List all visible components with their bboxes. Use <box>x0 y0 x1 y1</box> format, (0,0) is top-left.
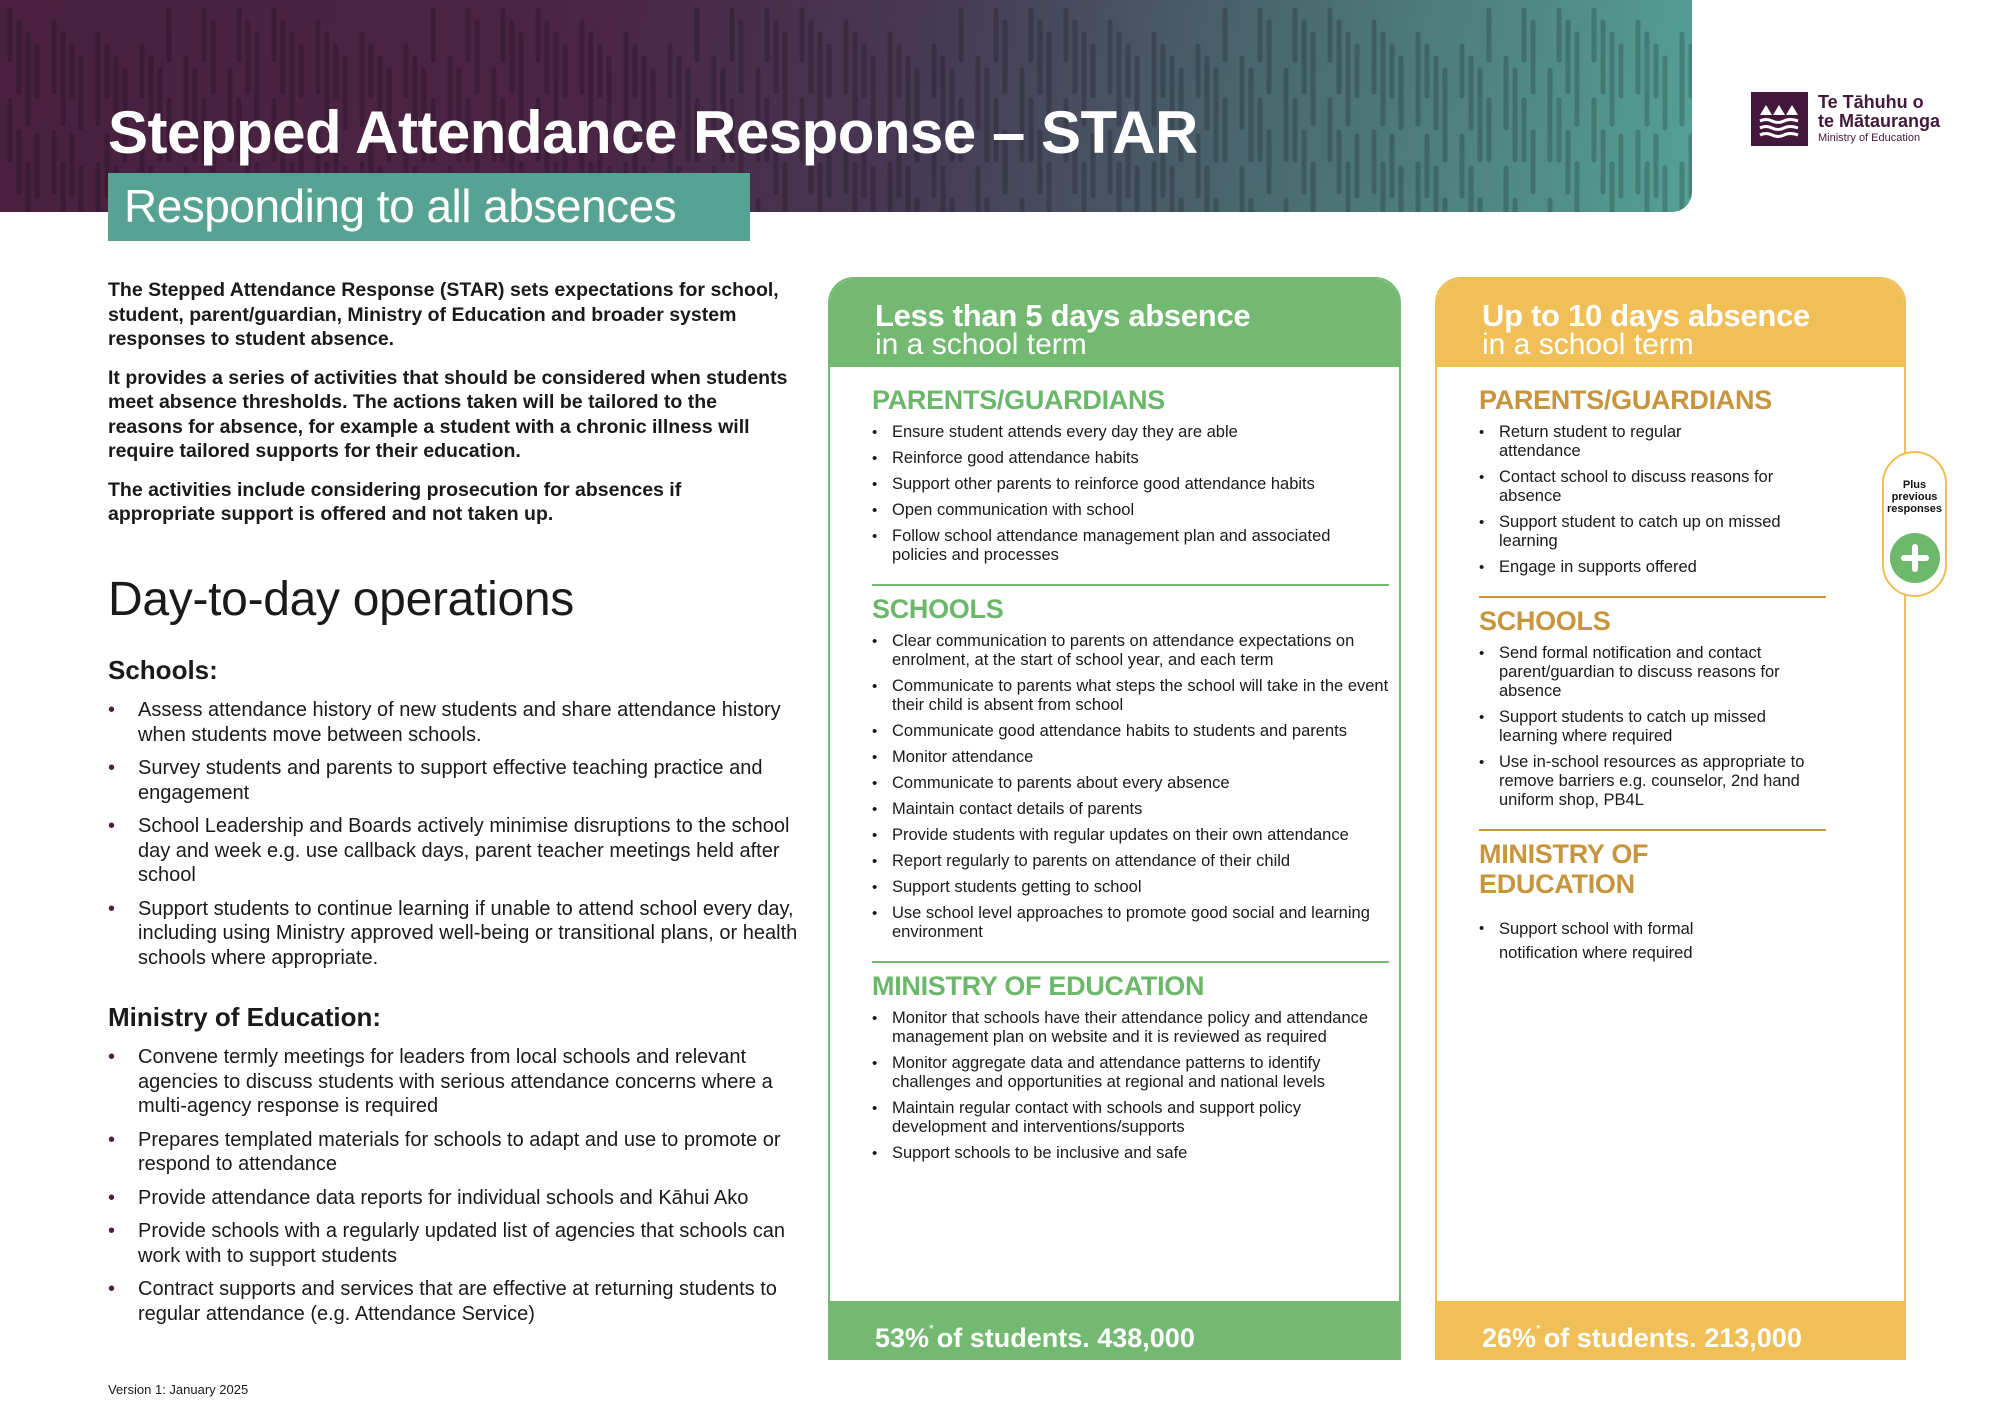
card-subtitle: in a school term <box>875 328 1087 361</box>
card-up-to-10-days <box>1435 277 1906 1360</box>
list-item: • Reinforce good attendance habits <box>872 449 1389 468</box>
day-to-day-schools <box>108 655 798 979</box>
day-to-day-ministry <box>108 1002 798 1335</box>
list-item: • Provide students with regular updates on their own attendance <box>872 826 1389 845</box>
list-item: • Clear communication to parents on attendance expectations on enrolment, at the start of school year, and each term <box>872 632 1389 670</box>
page-title-main: Stepped Attendance Response – <box>108 99 1041 166</box>
card-section-ministry <box>1479 831 1826 984</box>
list-item: • Survey students and parents to support effective teaching practice and engagement <box>108 756 798 805</box>
stat-asterisk: * <box>929 1322 934 1336</box>
card-list <box>1479 423 1826 577</box>
list-item: • Contract supports and services that are effective at returning students to regular attendance (e.g. Attendance Service) <box>108 1277 798 1326</box>
intro-paragraph: The Stepped Attendance Response (STAR) sets expectations for school, student, parent/guardian, Ministry of Education and broader system responses to student absence. <box>108 279 779 350</box>
pill-line: responses <box>1886 503 1943 515</box>
page-title <box>108 98 1198 167</box>
list-item: • Communicate to parents what steps the school will take in the event their child is absent from school <box>872 677 1389 715</box>
list-item: • Assess attendance history of new students and share attendance history when students move between schools. <box>108 698 798 747</box>
logo-text <box>1818 93 1940 145</box>
list-item: • Maintain contact details of parents <box>872 800 1389 819</box>
page-title-emph: STAR <box>1041 99 1198 166</box>
list-item: • Provide attendance data reports for individual schools and Kāhui Ako <box>108 1186 798 1211</box>
plus-icon <box>1890 533 1940 583</box>
card-section-heading: MINISTRY OF EDUCATION <box>1479 839 1649 899</box>
card-header <box>1437 279 1904 367</box>
stat-percent: 53% <box>875 1323 930 1353</box>
pill-line: Plus <box>1902 479 1927 491</box>
intro-paragraph: The activities include considering prosecution for absences if appropriate support is offered and not taken up. <box>108 478 682 525</box>
card-section-heading: PARENTS/GUARDIANS <box>1479 385 1772 415</box>
logo-line-2: te Mātauranga <box>1818 111 1941 131</box>
list-item: • Communicate to parents about every absence <box>872 774 1389 793</box>
card-title: Up to 10 days absence <box>1482 298 1810 333</box>
logo-mountains-waves-icon <box>1751 92 1808 146</box>
card-section-heading: SCHOOLS <box>1479 606 1611 636</box>
list-item: • Maintain regular contact with schools and support policy development and interventions/supports <box>872 1099 1389 1137</box>
card-body <box>830 367 1399 1182</box>
list-item: • Ensure student attends every day they are able <box>872 423 1389 442</box>
list-item: • School Leadership and Boards actively minimise disruptions to the school day and week e.g. use callback days, parent teacher meetings held after school <box>108 814 798 888</box>
card-less-than-5-days <box>828 277 1401 1360</box>
schools-list <box>108 698 798 970</box>
list-item: • Engage in supports offered <box>1479 558 1826 577</box>
card-footer-stat <box>830 1301 1399 1358</box>
list-item: • Monitor attendance <box>872 748 1389 767</box>
list-item: • Prepares templated materials for schools to adapt and use to promote or respond to attendance <box>108 1128 798 1177</box>
stat-asterisk: * <box>1536 1322 1541 1336</box>
list-item: • Convene termly meetings for leaders from local schools and relevant agencies to discuss students with serious attendance concerns where a multi-agency response is required <box>108 1045 798 1119</box>
card-section-parents <box>872 367 1389 586</box>
stat-label: of students. <box>1543 1323 1697 1353</box>
card-section-schools <box>1479 598 1826 831</box>
card-list <box>872 632 1389 942</box>
list-item: • Monitor aggregate data and attendance patterns to identify challenges and opportunities at regional and national levels <box>872 1054 1389 1092</box>
pill-label <box>1887 479 1942 515</box>
version-label: Version 1: January 2025 <box>108 1382 249 1397</box>
list-item: • Communicate good attendance habits to students and parents <box>872 722 1389 741</box>
intro-text <box>108 278 788 541</box>
list-item: • Use school level approaches to promote good social and learning environment <box>872 904 1389 942</box>
list-item: • Use in-school resources as appropriate to remove barriers e.g. counselor, 2nd hand uniform shop, PB4L <box>1479 753 1826 810</box>
stat-count: 438,000 <box>1097 1323 1195 1353</box>
list-item: • Return student to regular attendance <box>1479 423 1826 461</box>
ministry-logo <box>1751 92 1940 146</box>
list-item: • Open communication with school <box>872 501 1389 520</box>
stat-label: of students. <box>936 1323 1090 1353</box>
logo-line-1: Te Tāhuhu o <box>1818 92 1924 112</box>
card-list <box>872 423 1389 565</box>
ministry-list <box>108 1045 798 1326</box>
list-item: • Support students to continue learning if unable to attend school every day, including using Ministry approved well-being or transitional plans, or health schools where appropriate. <box>108 897 798 971</box>
list-item: • Send formal notification and contact parent/guardian to discuss reasons for absence <box>1479 644 1826 701</box>
card-body <box>1437 367 1904 984</box>
card-section-heading: SCHOOLS <box>872 594 1004 624</box>
list-item: • Support other parents to reinforce good attendance habits <box>872 475 1389 494</box>
schools-heading: Schools: <box>108 655 218 685</box>
list-item: • Contact school to discuss reasons for absence <box>1479 468 1826 506</box>
card-list <box>1479 917 1826 965</box>
list-item: • Support student to catch up on missed learning <box>1479 513 1826 551</box>
logo-line-3: Ministry of Education <box>1818 132 1921 144</box>
stat-percent: 26% <box>1482 1323 1537 1353</box>
card-list <box>1479 644 1826 810</box>
card-header <box>830 279 1399 367</box>
card-subtitle: in a school term <box>1482 328 1694 361</box>
card-title: Less than 5 days absence <box>875 298 1251 333</box>
card-list <box>872 1009 1389 1163</box>
list-item: • Support students to catch up missed learning where required <box>1479 708 1826 746</box>
card-section-ministry <box>872 963 1389 1182</box>
list-item: • Report regularly to parents on attendance of their child <box>872 852 1389 871</box>
list-item: • Support students getting to school <box>872 878 1389 897</box>
card-section-schools <box>872 586 1389 963</box>
list-item: • Support school with formal notification where required <box>1479 917 1826 965</box>
stat-count: 213,000 <box>1704 1323 1802 1353</box>
card-section-heading: MINISTRY OF EDUCATION <box>872 971 1205 1001</box>
list-item: • Follow school attendance management plan and associated policies and processes <box>872 527 1389 565</box>
card-footer-stat <box>1437 1301 1904 1358</box>
page-subtitle: Responding to all absences <box>108 173 750 241</box>
ministry-heading: Ministry of Education: <box>108 1002 381 1032</box>
intro-paragraph: It provides a series of activities that should be considered when students meet absence thresholds. The actions taken will be tailored to the reasons for absence, for example a student with a chronic illness will require tailored supports for their education. <box>108 366 788 462</box>
list-item: • Provide schools with a regularly updated list of agencies that schools can work with to support students <box>108 1219 798 1268</box>
section-title-day-to-day: Day-to-day operations <box>108 573 574 626</box>
card-section-parents <box>1479 367 1826 598</box>
list-item: • Support schools to be inclusive and safe <box>872 1144 1389 1163</box>
list-item: • Monitor that schools have their attendance policy and attendance management plan on website and it is reviewed as required <box>872 1009 1389 1047</box>
card-section-heading: PARENTS/GUARDIANS <box>872 385 1165 415</box>
pill-line: previous <box>1891 491 1938 503</box>
plus-previous-responses-badge <box>1882 451 1947 597</box>
